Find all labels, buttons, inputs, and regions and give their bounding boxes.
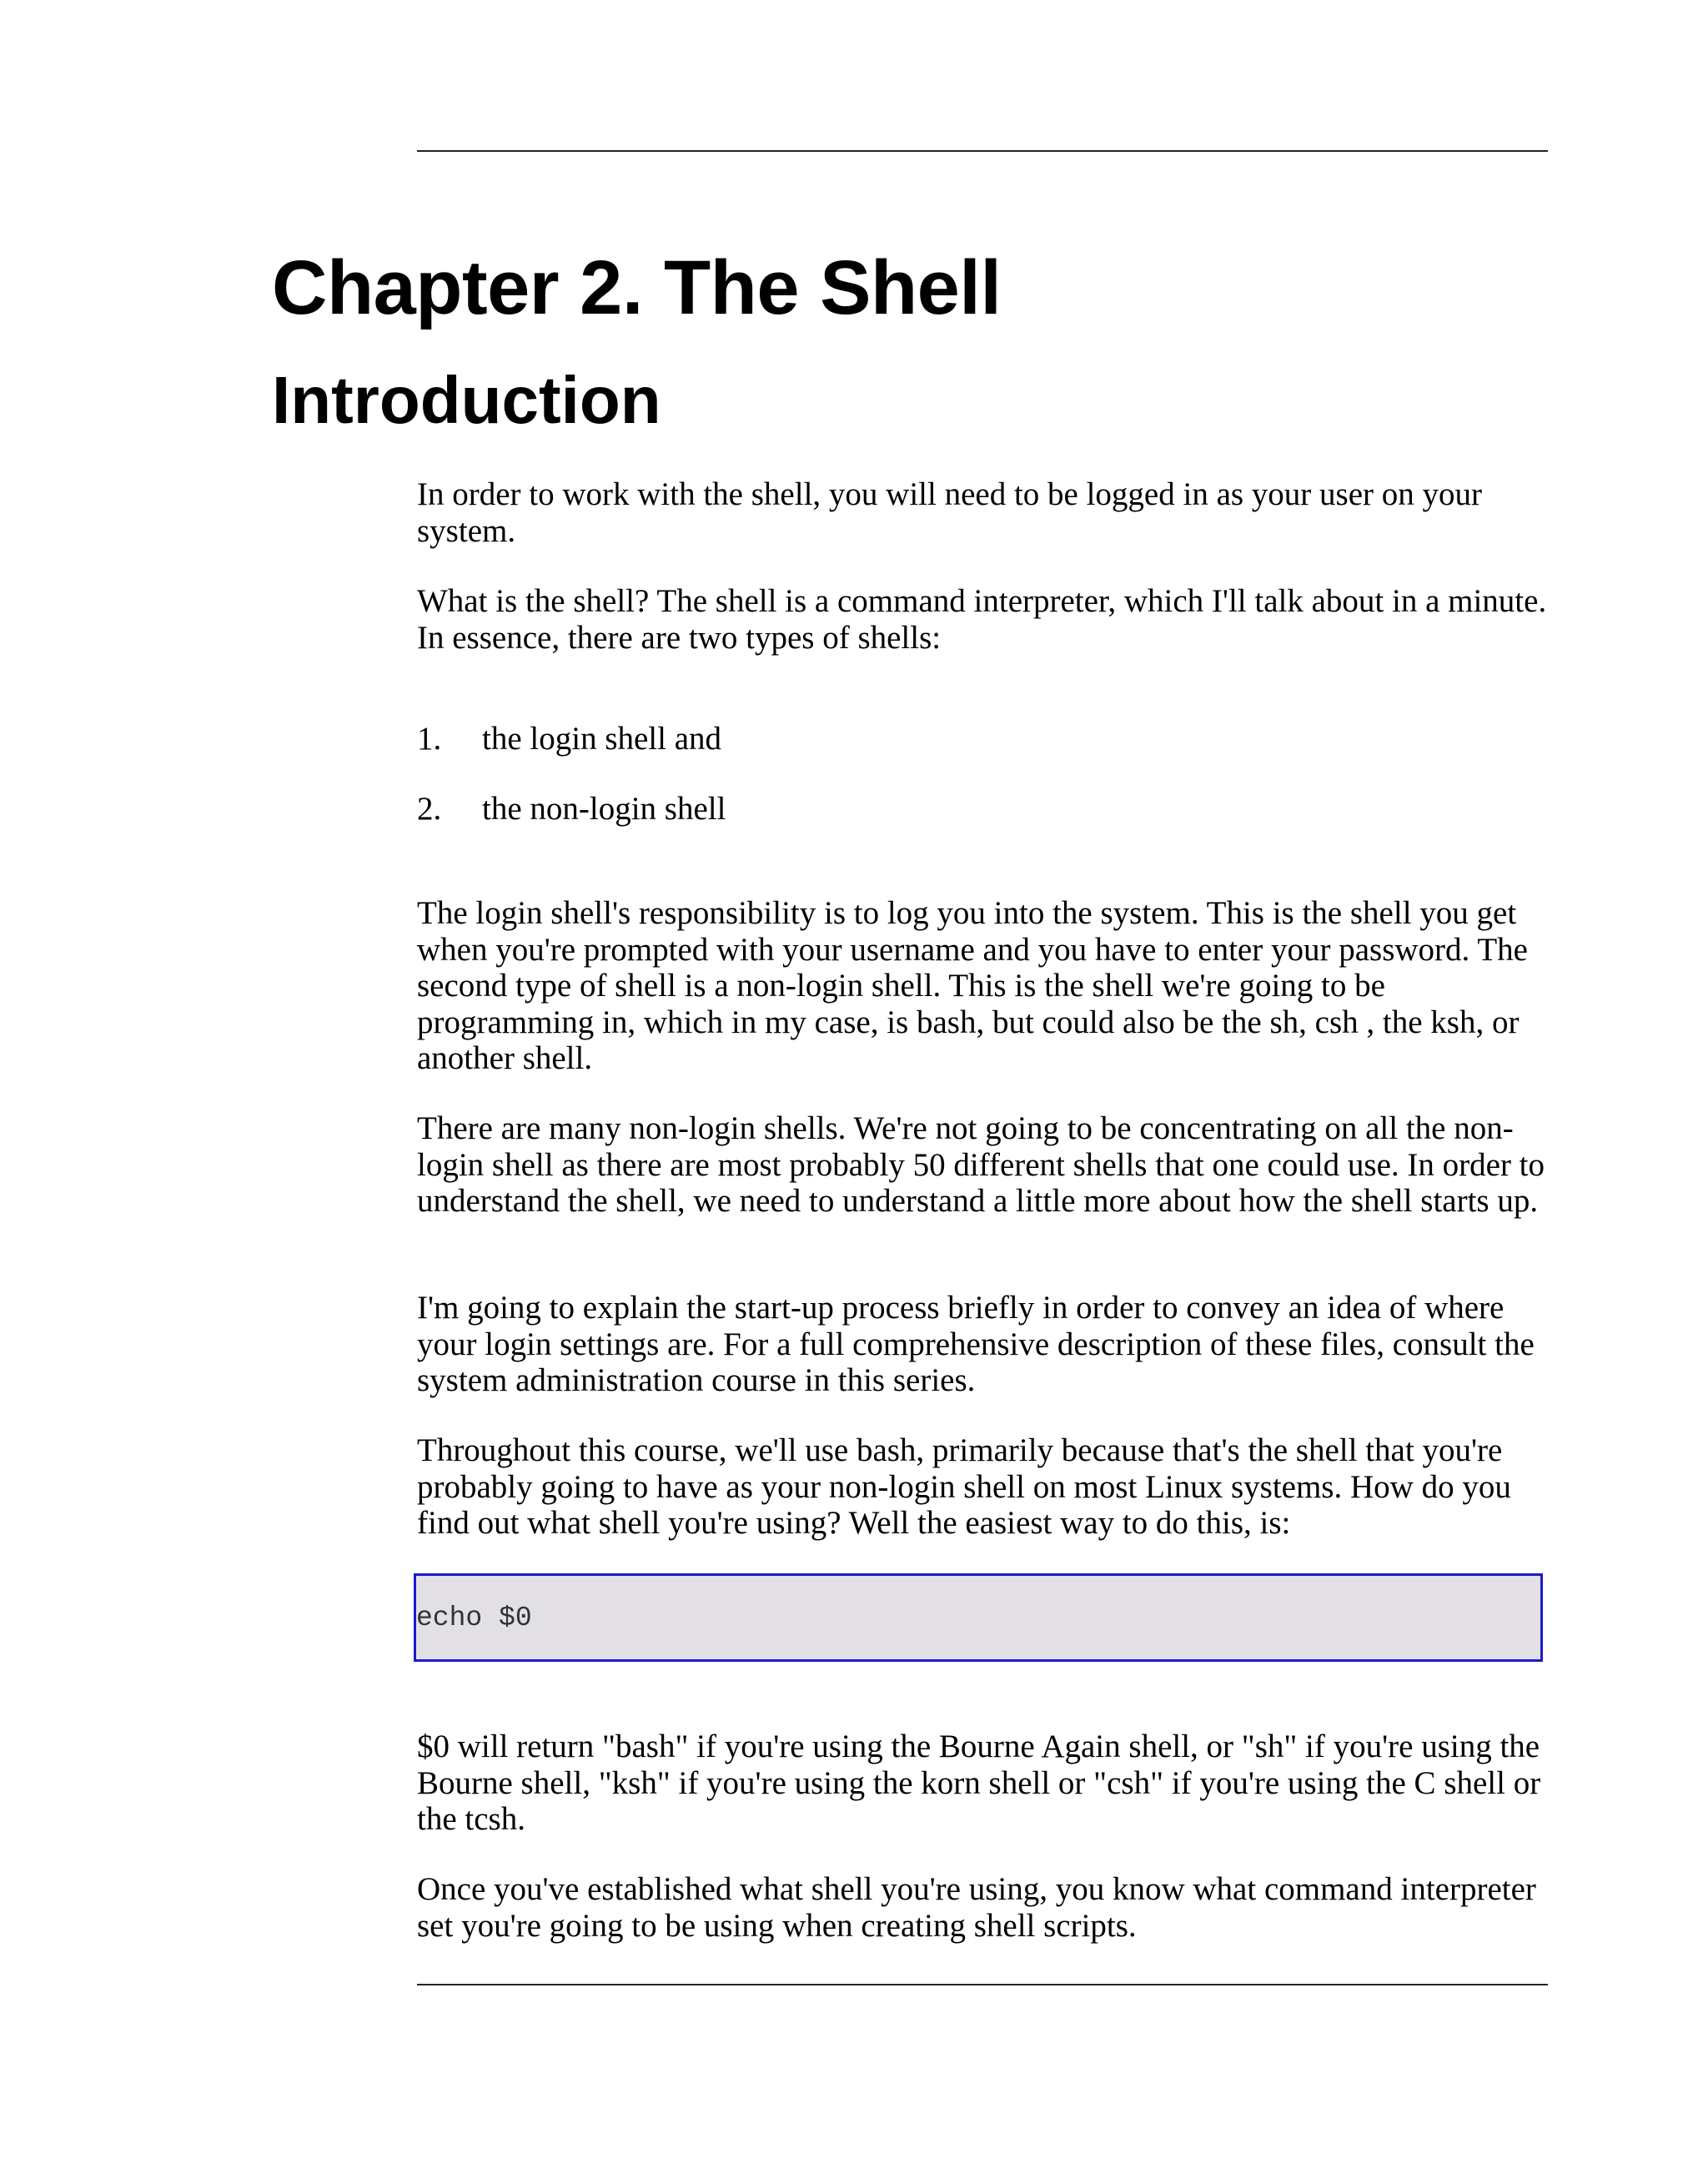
paragraph-bash-usage: Throughout this course, we'll use bash, primarily because that's the shell that you're probably going to have as your non-login shell on most Linux systems. How do you find out what shell you're using? Well the easiest way to do this, is: — [417, 1432, 1511, 1541]
list-item-number: 2. — [417, 791, 442, 827]
paragraph-non-login-shells: There are many non-login shells. We're not going to be concentrating on all the non-login shell as there are most probably 50 different shells that one could use. In order to understand the shell, we need to understand a little more about how the shell starts up. — [417, 1110, 1545, 1219]
code-text: echo $0 — [416, 1603, 532, 1633]
paragraph-login-shell: The login shell's responsibility is to log you into the system. This is the shell you get when you're prompted with your username and you have to enter your password. The second type of shell is a non-login shell. This is the shell we're going to be programming in, which in my case, is bash, but could also be the sh, csh , the ksh, or another shell. — [417, 895, 1528, 1076]
top-rule — [417, 150, 1548, 152]
list-item-text: the non-login shell — [482, 791, 726, 827]
paragraph-what-is-shell: What is the shell? The shell is a command interpreter, which I'll talk about in a minute. In essence, there are two types of shells: — [417, 583, 1547, 656]
paragraph-command-interpreter: Once you've established what shell you're using, you know what command interpreter set you're going to be using when creating shell scripts. — [417, 1871, 1536, 1944]
paragraph-dollar-zero: $0 will return "bash" if you're using the Bourne Again shell, or "sh" if you're using the Bourne shell, "ksh" if you're using the korn shell or "csh" if you're using the C shell or the tcsh. — [417, 1729, 1541, 1837]
code-block — [414, 1573, 1543, 1662]
paragraph-login-requirement: In order to work with the shell, you will need to be logged in as your user on your system. — [417, 476, 1483, 549]
bottom-rule — [417, 1984, 1548, 1985]
paragraph-startup-process: I'm going to explain the start-up process briefly in order to convey an idea of where your login settings are. For a full comprehensive description of these files, consult the system administration course in this series. — [417, 1290, 1535, 1398]
chapter-title: Chapter 2. The Shell — [272, 245, 1002, 330]
list-item-number: 1. — [417, 721, 442, 757]
list-item-text: the login shell and — [482, 721, 722, 757]
section-title: Introduction — [272, 363, 661, 437]
